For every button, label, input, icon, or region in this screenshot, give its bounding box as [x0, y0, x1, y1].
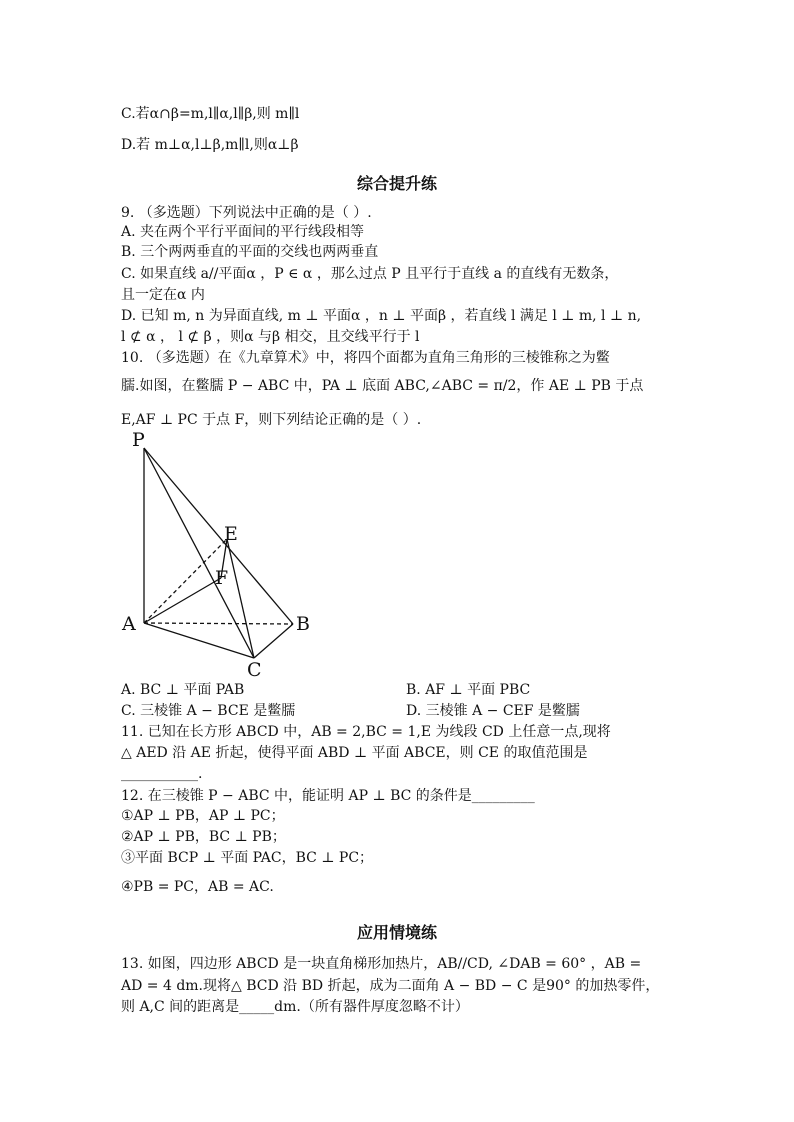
q9-option-b: B. 三个两两垂直的平面的交线也两两垂直 — [121, 244, 379, 260]
label-p: P — [132, 430, 145, 451]
q10-stem-1: 10. （多选题）在《九章算术》中，将四个面都为直角三角形的三棱锥称之为鳖 — [121, 350, 610, 366]
q9-option-c-cont: 且一定在α 内 — [121, 287, 205, 303]
q13-stem-1: 13. 如图，四边形 ABCD 是一块直角梯形加热片，AB//CD, ∠DAB = 60° ，AB = — [121, 956, 642, 972]
edge-ab-dashed — [144, 623, 293, 624]
q13-stem-3: 则 A,C 间的距离是_____dm.（所有器件厚度忽略不计） — [121, 999, 469, 1015]
label-a: A — [122, 613, 136, 635]
q12-condition-2: ②AP ⊥ PB，BC ⊥ PB； — [121, 829, 286, 845]
q10-option-b: B. AF ⊥ 平面 PBC — [406, 682, 531, 698]
label-e: E — [224, 523, 238, 545]
edge-pb — [144, 448, 293, 624]
q9-option-c: C. 如果直线 a//平面α ，P ∈ α ，那么过点 P 且平行于直线 a 的直线有无数条， — [121, 266, 619, 282]
option-c-prev: C.若α∩β=m,l∥α,l∥β,则 m∥l — [121, 106, 300, 122]
q13-stem-2: AD = 4 dm.现将△ BCD 沿 BD 折起，成为二面角 A − BD − C 是90° 的加热零件， — [121, 978, 660, 994]
q12-stem: 12. 在三棱锥 P − ABC 中，能证明 AP ⊥ BC 的条件是_________ — [121, 788, 535, 804]
edge-af — [144, 578, 221, 623]
q9-stem: 9. （多选题）下列说法中正确的是（ ）. — [121, 205, 372, 221]
q9-option-a: A. 夹在两个平行平面间的平行线段相等 — [121, 224, 365, 240]
edge-ec — [227, 539, 254, 658]
label-c: C — [247, 659, 262, 681]
edge-ac — [144, 623, 254, 658]
option-d-prev: D.若 m⊥α,l⊥β,m∥l,则α⊥β — [121, 137, 299, 153]
q9-option-d: D. 已知 m, n 为异面直线, m ⊥ 平面α ，n ⊥ 平面β ，若直线 l 满足 l ⊥ m, l ⊥ n, — [121, 308, 642, 324]
q10-stem-2: 臑.如图，在鳖臑 P − ABC 中，PA ⊥ 底面 ABC,∠ABC = π/2，作 AE ⊥ PB 于点 — [121, 378, 644, 394]
q10-option-d: D. 三棱锥 A − CEF 是鳖臑 — [406, 703, 580, 719]
q11-stem-1: 11. 已知在长方形 ABCD 中，AB = 2,BC = 1,E 为线段 CD 上任意一点,现将 — [121, 724, 611, 740]
q12-condition-1: ①AP ⊥ PB，AP ⊥ PC； — [121, 808, 285, 824]
section-title-application: 应用情境练 — [356, 923, 437, 942]
q10-option-c: C. 三棱锥 A − BCE 是鳖臑 — [121, 703, 296, 719]
edge-pc — [144, 448, 254, 658]
q12-condition-3: ③平面 BCP ⊥ 平面 PAC，BC ⊥ PC； — [121, 850, 374, 866]
edge-cb — [254, 624, 293, 658]
q10-option-a: A. BC ⊥ 平面 PAB — [121, 682, 245, 698]
label-b: B — [296, 613, 310, 635]
q11-stem-2: △ AED 沿 AE 折起，使得平面 ABD ⊥ 平面 ABCE，则 CE 的取值范围是 — [121, 745, 588, 761]
q9-option-d-cont: l ⊄ α ， l ⊄ β ，则α 与β 相交，且交线平行于 l — [121, 329, 420, 345]
q12-condition-4: ④PB = PC，AB = AC. — [121, 879, 274, 895]
section-title-comprehensive: 综合提升练 — [356, 174, 437, 193]
q10-stem-3: E,AF ⊥ PC 于点 F，则下列结论正确的是（ ）. — [121, 412, 422, 428]
q11-blank: ___________. — [121, 766, 203, 782]
pyramid-figure — [110, 430, 330, 682]
label-f: F — [215, 567, 229, 589]
